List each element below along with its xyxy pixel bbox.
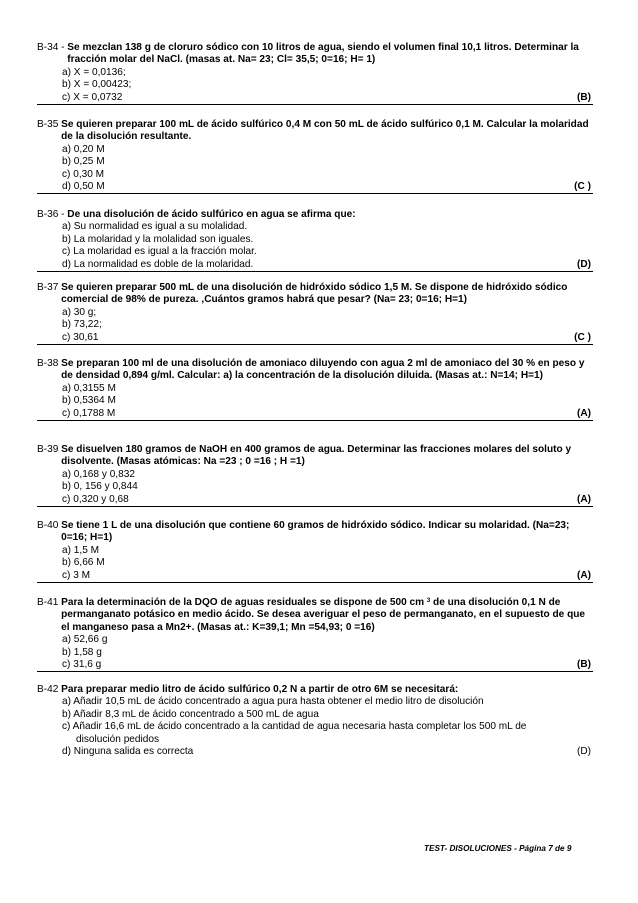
- answer-key: (B): [576, 91, 591, 103]
- option-a: a) 0,3155 M: [62, 382, 116, 394]
- question-stem: Se preparan 100 ml de una disolución de amoniaco diluyendo con agua 2 ml de amoniaco del 30 % en peso y de densidad 0,894 g/ml. Calcular: a) la concentración de la disolución diluida. (Masas at.: N=14; H=1): [61, 358, 585, 382]
- question-b35: [37, 119, 593, 194]
- question-stem: [61, 597, 593, 634]
- question-b42: [37, 684, 593, 758]
- option-c: c) 0,320 y 0,68: [62, 493, 129, 505]
- option-a: a) 1,5 M: [62, 544, 100, 556]
- question-stem: Se mezclan 138 g de cloruro sódico con 10 litros de agua, siendo el volumen final 10,1 litros. Determinar la fracción molar del NaCl. (masas at. Na= 23; Cl= 35,5; 0=16; H= 1): [67, 42, 579, 66]
- question-b34: [37, 42, 593, 105]
- question-b41: [37, 597, 593, 672]
- option-last-row: [37, 746, 593, 758]
- answer-key: (D): [576, 746, 591, 758]
- question-id: B-34 -: [37, 42, 68, 53]
- answer-key: (B): [576, 659, 591, 671]
- option-last-row: [37, 332, 593, 345]
- option-a: a) 0,20 M: [62, 143, 105, 155]
- option-c: c) 31,6 g: [62, 659, 102, 671]
- question-stem: Se tiene 1 L de una disolución que contiene 60 gramos de hidróxido sódico. Indicar su molaridad. (Na=23; 0=16; H=1): [61, 520, 570, 544]
- option-b: b) X = 0,00423;: [62, 79, 132, 91]
- option-last-row: [37, 570, 593, 583]
- question-stem: De una disolución de ácido sulfúrico en agua se afirma que:: [67, 209, 356, 220]
- stem-part-2: de una disolución 0,1 N de permanganato potásico en medio ácido. Se desea averiguar el peso de permanganato, en el supuesto de que el manganeso pasa a Mn2+. (Masas at.: K=39,1; Mn =54,93; 0 =16): [61, 597, 586, 633]
- option-a: a) 0,168 y 0,832: [62, 468, 135, 480]
- option-last-row: [37, 659, 593, 672]
- option-last-row: [37, 259, 593, 272]
- answer-key: (A): [576, 569, 591, 581]
- option-c: c) La molaridad es igual a la fracción molar.: [62, 246, 257, 258]
- answer-key: (C ): [574, 181, 591, 193]
- option-last-row: [37, 494, 593, 507]
- question-stem: Se quieren preparar 500 mL de una disolución de hidróxido sódico 1,5 M. Se dispone de hidróxido sódico comercial de 98% de pureza. ,Cuántos gramos habrá que pesar? (Na= 23; 0=16; H=1): [61, 282, 568, 306]
- question-b40: [37, 520, 593, 583]
- question-stem: Se quieren preparar 100 mL de ácido sulfúrico 0,4 M con 50 mL de ácido sulfúrico 0,1 M. Calcular la molaridad de la disolución resultante.: [61, 119, 589, 143]
- answer-key: (A): [576, 407, 591, 419]
- option-b: b) Añadir 8,3 mL de ácido concentrado a 500 mL de agua: [62, 708, 319, 720]
- option-c: [62, 721, 593, 746]
- option-b: b) 1,58 g: [62, 646, 102, 658]
- option-d: d) La normalidad es doble de la molaridad.: [62, 258, 254, 270]
- question-id: B-39: [37, 444, 62, 455]
- option-c: c) 0,1788 M: [62, 407, 116, 419]
- option-c: c) 0,30 M: [62, 168, 105, 180]
- option-a: a) X = 0,0136;: [62, 66, 126, 78]
- question-id: B-36 -: [37, 209, 68, 220]
- question-id: B-42: [37, 684, 62, 695]
- option-last-row: [37, 408, 593, 421]
- option-a: a) Su normalidad es igual a su molalidad.: [62, 221, 248, 233]
- option-a: a) Añadir 10,5 mL de ácido concentrado a agua pura hasta obtener el medio litro de disolución: [62, 696, 484, 708]
- option-d: d) Ninguna salida es correcta: [62, 746, 194, 758]
- option-c-line-2: disolución pedidos: [76, 733, 160, 745]
- page-footer: TEST- DISOLUCIONES - Página 7 de 9: [424, 844, 572, 853]
- option-d: d) 0,50 M: [62, 181, 105, 193]
- question-id: B-40: [37, 520, 62, 531]
- answer-key: (D): [576, 258, 591, 270]
- option-b: b) 6,66 M: [62, 557, 105, 569]
- option-a: a) 30 g;: [62, 306, 97, 318]
- option-b: b) 0, 156 y 0,844: [62, 481, 138, 493]
- option-c: c) 3 M: [62, 569, 91, 581]
- superscript-3: 3: [426, 598, 431, 604]
- option-last-row: [37, 181, 593, 194]
- option-a: a) 52,66 g: [62, 634, 108, 646]
- answer-key: (C ): [574, 331, 591, 343]
- question-b37: [37, 282, 593, 345]
- option-b: b) La molaridad y la molalidad son iguales.: [62, 233, 254, 245]
- option-last-row: [37, 92, 593, 105]
- question-id: B-41: [37, 597, 62, 608]
- stem-part-1: Para la determinación de la DQO de aguas residuales se dispone de 500 cm: [61, 597, 427, 608]
- question-id: B-35: [37, 119, 62, 130]
- answer-key: (A): [576, 493, 591, 505]
- option-b: b) 0,25 M: [62, 156, 105, 168]
- question-stem: Se disuelven 180 gramos de NaOH en 400 gramos de agua. Determinar las fracciones molares del soluto y disolvente. (Masas atómicas: Na =23 ; 0 =16 ; H =1): [61, 444, 572, 468]
- question-id: B-38: [37, 358, 62, 369]
- question-b36: [37, 209, 593, 272]
- option-c: c) 30,61: [62, 331, 99, 343]
- question-b39: [37, 444, 593, 507]
- option-b: b) 73,22;: [62, 319, 102, 331]
- option-c: c) X = 0,0732: [62, 91, 123, 103]
- question-stem: Para preparar medio litro de ácido sulfúrico 0,2 N a partir de otro 6M se necesitará:: [61, 684, 459, 695]
- option-c-line-1: c) Añadir 16,6 mL de ácido concentrado a la cantidad de agua necesaria hasta completar los 500 mL de: [62, 721, 527, 733]
- question-id: B-37: [37, 282, 62, 293]
- option-b: b) 0,5364 M: [62, 395, 116, 407]
- question-b38: [37, 358, 593, 421]
